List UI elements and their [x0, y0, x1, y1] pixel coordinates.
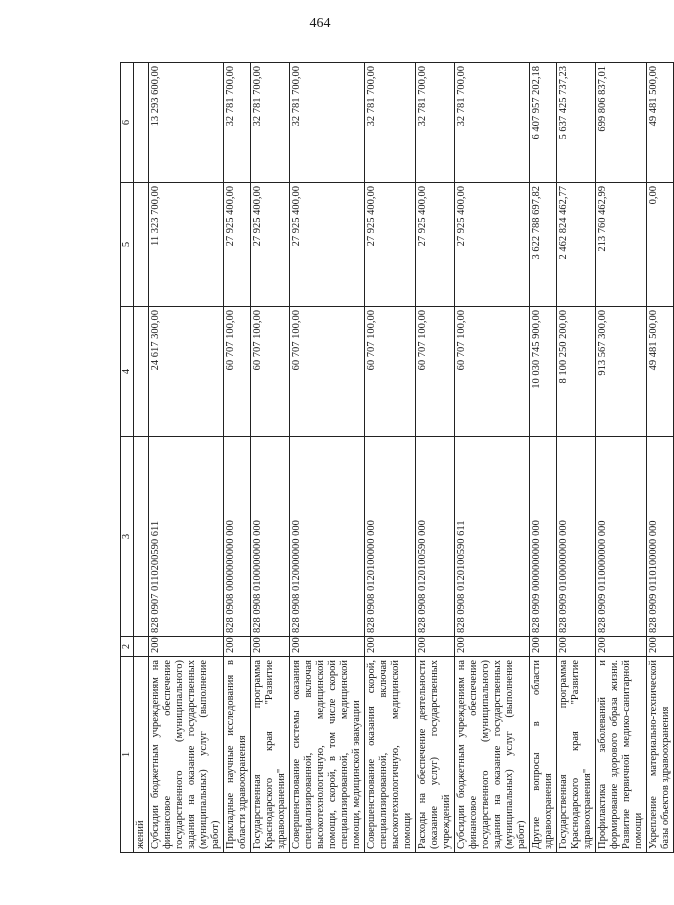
row-code-type: 200 [455, 637, 530, 657]
row-budget-code: 828 0908 0120100000 000 [365, 437, 416, 637]
table-row [290, 63, 365, 853]
row-amount-remaining: 32 781 700,00 [224, 63, 251, 183]
continuation-row [134, 63, 149, 853]
table-row [596, 63, 647, 853]
table-container [120, 63, 671, 853]
row-amount-remaining: 32 781 700,00 [365, 63, 416, 183]
column-header: 1 [121, 657, 134, 853]
column-header: 5 [121, 183, 134, 307]
row-code-type: 200 [365, 637, 416, 657]
row-amount-total: 24 617 300,00 [149, 307, 224, 437]
row-code-type: 200 [596, 637, 647, 657]
row-amount-remaining: 32 781 700,00 [290, 63, 365, 183]
row-amount-executed: 213 760 462,99 [596, 183, 647, 307]
row-name: Государственная программа Краснодарского края "Развитие здравоохранения" [557, 657, 596, 853]
row-amount-remaining: 32 781 700,00 [455, 63, 530, 183]
row-amount-total: 60 707 100,00 [416, 307, 455, 437]
row-amount-executed: 11 323 700,00 [149, 183, 224, 307]
row-amount-total: 49 481 500,00 [647, 307, 674, 437]
row-amount-total: 913 567 300,00 [596, 307, 647, 437]
row-budget-code: 828 0909 0100000000 000 [557, 437, 596, 637]
row-amount-executed: 27 925 400,00 [416, 183, 455, 307]
table-row [647, 63, 674, 853]
row-amount-executed: 27 925 400,00 [365, 183, 416, 307]
row-amount-executed: 3 622 788 697,82 [530, 183, 557, 307]
rotated-table-frame [120, 63, 671, 853]
row-name: Государственная программа Краснодарского края "Развитие здравоохранения" [251, 657, 290, 853]
empty-cell [134, 437, 149, 637]
row-name: Субсидии бюджетным учреждениям на финансовое обеспечение государственного (муниципального) задания на оказание государственных (муниципальных) услуг (выполнение работ) [455, 657, 530, 853]
row-amount-executed: 0,00 [647, 183, 674, 307]
table-row [251, 63, 290, 853]
row-code-type: 200 [224, 637, 251, 657]
row-amount-total: 60 707 100,00 [365, 307, 416, 437]
row-name: Расходы на обеспечение деятельности (оказание услуг) государственных учреждений [416, 657, 455, 853]
row-amount-total: 8 100 250 200,00 [557, 307, 596, 437]
row-amount-total: 60 707 100,00 [224, 307, 251, 437]
row-amount-total: 60 707 100,00 [455, 307, 530, 437]
column-header: 4 [121, 307, 134, 437]
table-row [365, 63, 416, 853]
empty-cell [134, 307, 149, 437]
row-code-type: 200 [251, 637, 290, 657]
row-code-type: 200 [149, 637, 224, 657]
row-name: Субсидии бюджетным учреждениям на финансовое обеспечение государственного (муниципального) задания на оказание государственных (муниципальных) услуг (выполнение работ) [149, 657, 224, 853]
continuation-text: жений [134, 657, 149, 853]
row-budget-code: 828 0909 0110100000 000 [647, 437, 674, 637]
table-row [455, 63, 530, 853]
column-header: 6 [121, 63, 134, 183]
row-budget-code: 828 0908 0120100590 000 [416, 437, 455, 637]
row-name: Совершенствование оказания скорой, специализированной, включая высокотехнологичную, медицинской помощи [365, 657, 416, 853]
row-amount-executed: 27 925 400,00 [290, 183, 365, 307]
table-row [557, 63, 596, 853]
row-amount-remaining: 6 407 957 202,18 [530, 63, 557, 183]
table-row [416, 63, 455, 853]
row-amount-remaining: 13 293 600,00 [149, 63, 224, 183]
row-code-type: 200 [557, 637, 596, 657]
table-row [224, 63, 251, 853]
row-budget-code: 828 0907 0110200590 611 [149, 437, 224, 637]
empty-cell [134, 637, 149, 657]
row-code-type: 200 [647, 637, 674, 657]
page-number: 464 [309, 16, 331, 31]
row-amount-remaining: 32 781 700,00 [416, 63, 455, 183]
row-amount-remaining: 699 806 837,01 [596, 63, 647, 183]
row-code-type: 200 [416, 637, 455, 657]
row-amount-executed: 27 925 400,00 [455, 183, 530, 307]
row-budget-code: 828 0908 0120000000 000 [290, 437, 365, 637]
row-amount-total: 10 030 745 900,00 [530, 307, 557, 437]
table-row [530, 63, 557, 853]
row-amount-remaining: 49 481 500,00 [647, 63, 674, 183]
row-code-type: 200 [530, 637, 557, 657]
empty-cell [134, 63, 149, 183]
empty-cell [134, 183, 149, 307]
row-name: Прикладные научные исследования в области здравоохранения [224, 657, 251, 853]
row-name: Совершенствование системы оказания специализированной, включая высокотехнологичную, медицинской помощи, скорой, в том числе скорой специализированной, медицинской помощи, медицинской эвакуации [290, 657, 365, 853]
column-header-row [121, 63, 134, 853]
row-name: Другие вопросы в области здравоохранения [530, 657, 557, 853]
row-amount-executed: 2 462 824 462,77 [557, 183, 596, 307]
row-amount-remaining: 5 637 425 737,23 [557, 63, 596, 183]
row-amount-executed: 27 925 400,00 [224, 183, 251, 307]
row-amount-total: 60 707 100,00 [290, 307, 365, 437]
row-budget-code: 828 0909 0000000000 000 [530, 437, 557, 637]
table-row [149, 63, 224, 853]
budget-table [120, 62, 674, 853]
column-header: 2 [121, 637, 134, 657]
row-budget-code: 828 0908 0100000000 000 [251, 437, 290, 637]
row-amount-total: 60 707 100,00 [251, 307, 290, 437]
row-amount-remaining: 32 781 700,00 [251, 63, 290, 183]
row-amount-executed: 27 925 400,00 [251, 183, 290, 307]
row-name: Профилактика заболеваний и формирование здорового образа жизни. Развитие первичной медико-санитарной помощи [596, 657, 647, 853]
column-header: 3 [121, 437, 134, 637]
row-name: Укрепление материально-технической базы объектов здравоохранения [647, 657, 674, 853]
row-budget-code: 828 0908 0000000000 000 [224, 437, 251, 637]
row-budget-code: 828 0908 0120100590 611 [455, 437, 530, 637]
row-budget-code: 828 0909 0110000000 000 [596, 437, 647, 637]
row-code-type: 200 [290, 637, 365, 657]
